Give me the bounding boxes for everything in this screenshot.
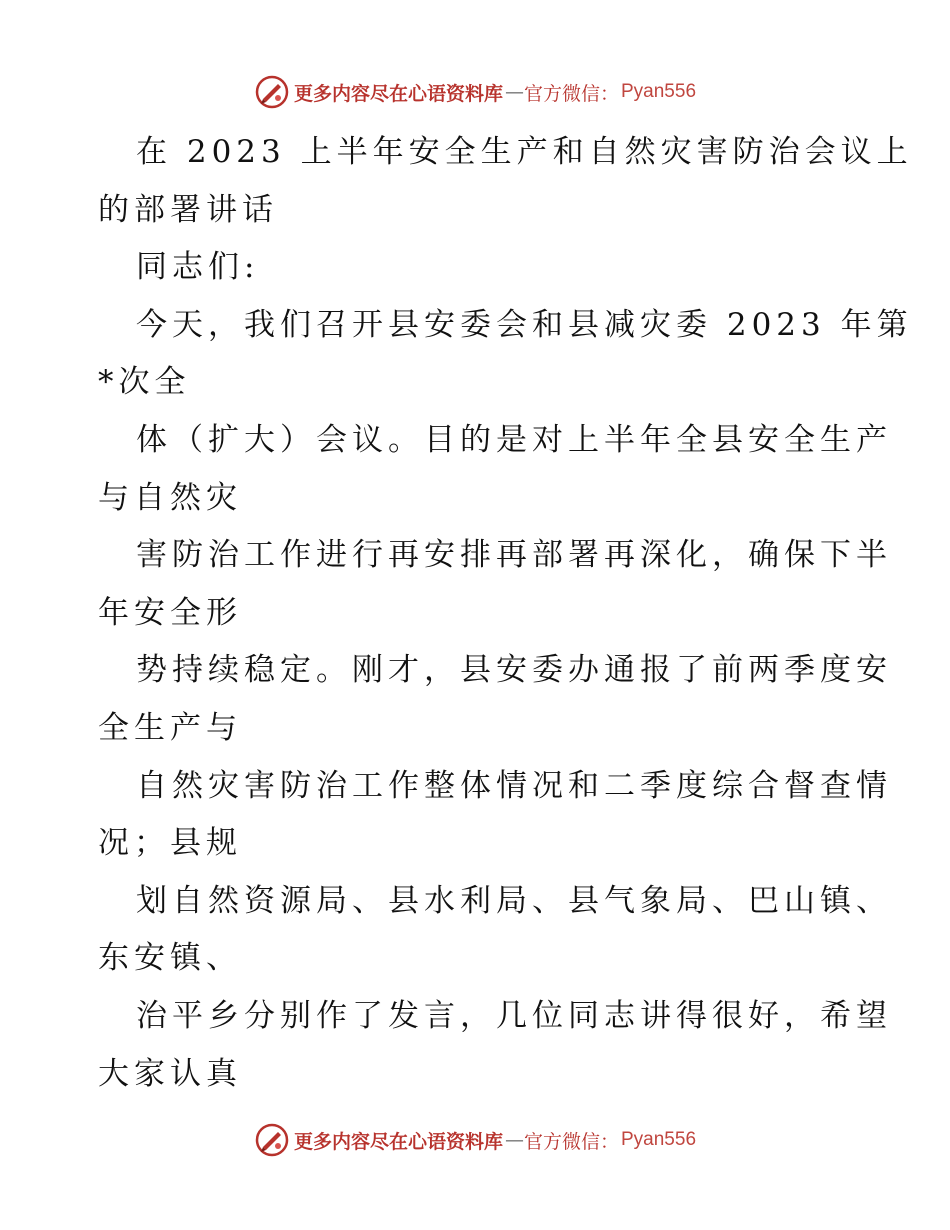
footer-banner bbox=[0, 1120, 950, 1160]
body-line: 今天，我们召开县安委会和县减灾委 2023 年第 bbox=[136, 306, 913, 343]
body-line: 东安镇、 bbox=[98, 940, 242, 977]
footer-brand-text: 更多内容尽在心语资料库 bbox=[293, 1130, 503, 1153]
body-line: 全生产与 bbox=[98, 709, 242, 746]
footer-wechat-id: Pyan556 bbox=[621, 1129, 697, 1150]
salutation: 同志们: bbox=[136, 249, 260, 286]
body-line: 与自然灾 bbox=[98, 479, 242, 516]
body-line: 治平乡分别作了发言，几位同志讲得很好，希望 bbox=[136, 997, 892, 1034]
header-banner bbox=[0, 72, 950, 112]
footer-wechat-label: 官方微信： bbox=[523, 1130, 619, 1153]
body-line: 害防治工作进行再安排再部署再深化，确保下半 bbox=[136, 537, 892, 574]
body-line: 势持续稳定。刚才，县安委办通报了前两季度安 bbox=[136, 652, 892, 689]
body-line: 况；县规 bbox=[98, 825, 242, 862]
body-line: 大家认真 bbox=[98, 1055, 242, 1092]
header-wechat-id: Pyan556 bbox=[621, 81, 697, 102]
pen-logo-icon bbox=[254, 1122, 290, 1158]
title-line-2: 的部署讲话 bbox=[98, 191, 278, 228]
body-line: *次全 bbox=[98, 364, 191, 401]
body-line: 自然灾害防治工作整体情况和二季度综合督查情 bbox=[136, 767, 892, 804]
body-line: 年安全形 bbox=[98, 594, 242, 631]
header-dash: — bbox=[504, 81, 522, 103]
header-brand-text: 更多内容尽在心语资料库 bbox=[293, 82, 503, 105]
body-line: 划自然资源局、县水利局、县气象局、巴山镇、 bbox=[136, 882, 892, 919]
document-body bbox=[98, 124, 913, 1103]
header-wechat-label: 官方微信： bbox=[523, 82, 619, 105]
title-line-1: 在 2023 上半年安全生产和自然灾害防治会议上 bbox=[136, 134, 913, 170]
pen-logo-icon bbox=[254, 74, 290, 110]
footer-dash: — bbox=[504, 1129, 522, 1151]
body-line: 体（扩大）会议。目的是对上半年全县安全生产 bbox=[136, 421, 892, 458]
